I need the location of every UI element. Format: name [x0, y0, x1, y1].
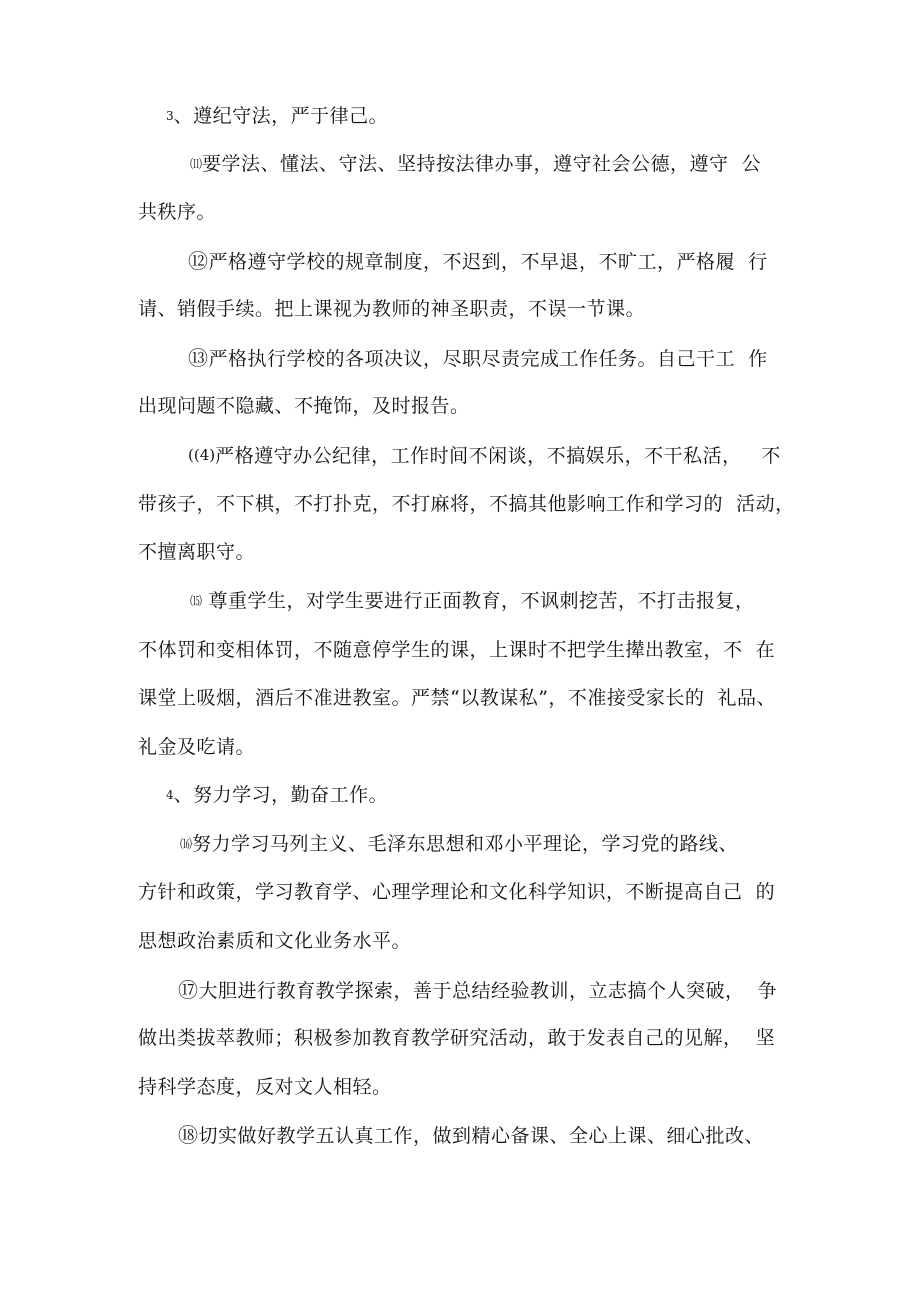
section-number: 3: [166, 109, 174, 123]
item-15-line-1: [190, 588, 755, 614]
item-marker: ⑱: [178, 1123, 199, 1147]
item-marker: ⑾: [190, 157, 203, 171]
item-14-line-1: [188, 442, 781, 469]
item-17-line-1: [178, 977, 777, 1004]
item-13-line-1: [188, 345, 768, 372]
item-text: 严格执行学校的各项决议，尽职尽责完成工作任务。自己干工 作: [208, 348, 768, 370]
item-marker: ((4): [188, 446, 216, 464]
item-13-line-2: 出现问题不隐藏、不掩饰，及时报告。: [138, 395, 470, 417]
item-17-line-3: 持科学态度，反对文人相轻。: [138, 1076, 392, 1098]
item-marker: ⒃: [180, 837, 193, 851]
section-title: 、努力学习，勤奋工作。: [173, 784, 389, 806]
item-15-line-3: 课堂上吸烟，酒后不准进教室。严禁“以教谋私”，不准接受家长的 礼品、: [138, 687, 777, 709]
item-marker: ⑰: [178, 978, 199, 1002]
item-12-line-2: 请、销假手续。把上课视为教师的神圣职责，不误一节课。: [138, 298, 646, 320]
section-title: 、遵纪守法，严于律己。: [173, 105, 389, 127]
item-16-line-2: 方针和政策，学习教育学、心理学理论和文化科学知识，不断提高自己 的: [138, 881, 776, 903]
item-marker: ⑫: [188, 249, 209, 273]
item-14-line-2: 带孩子，不下棋，不打扑克，不打麻将，不搞其他影响工作和学习的 活动，: [138, 493, 795, 515]
item-16-line-1: [180, 831, 738, 857]
item-marker: ⒂: [190, 594, 203, 608]
item-16-line-3: 思想政治素质和文化业务水平。: [138, 930, 412, 952]
item-14-line-3: 不擅离职守。: [138, 541, 256, 563]
item-18-line-1: [178, 1122, 764, 1149]
section-heading-3: [166, 103, 388, 129]
item-text: 严格遵守办公纪律，工作时间不闲谈，不搞娱乐，不干私活， 不: [215, 445, 781, 467]
item-text: 要学法、懂法、守法、坚持按法律办事，遵守社会公德，遵守 公: [202, 153, 762, 175]
item-11-line-1: [190, 151, 761, 177]
item-text: 切实做好教学五认真工作，做到精心备课、全心上课、细心批改、: [198, 1125, 765, 1147]
item-11-line-2: 共秩序。: [138, 201, 217, 223]
item-15-line-4: 礼金及吃请。: [138, 736, 256, 758]
item-text: 努力学习马列主义、毛泽东思想和邓小平理论，学习党的路线、: [192, 833, 739, 855]
item-15-line-2: 不体罚和变相体罚，不随意停学生的课，上课时不把学生撵出教室，不 在: [138, 639, 776, 661]
section-number: 4: [166, 788, 174, 802]
item-17-line-2: 做出类拔萃教师；积极参加教育教学研究活动，敢于发表自己的见解， 坚: [138, 1027, 776, 1049]
item-text: 尊重学生，对学生要进行正面教育，不讽刺挖苦，不打击报复，: [202, 590, 755, 612]
item-12-line-1: [188, 248, 768, 275]
item-text: 大胆进行教育教学探索，善于总结经验教训，立志搞个人突破， 争: [198, 980, 778, 1002]
item-text: 严格遵守学校的规章制度，不迟到，不早退，不旷工，严格履 行: [208, 251, 768, 273]
item-marker: ⑬: [188, 346, 209, 370]
section-heading-4: [166, 782, 388, 808]
